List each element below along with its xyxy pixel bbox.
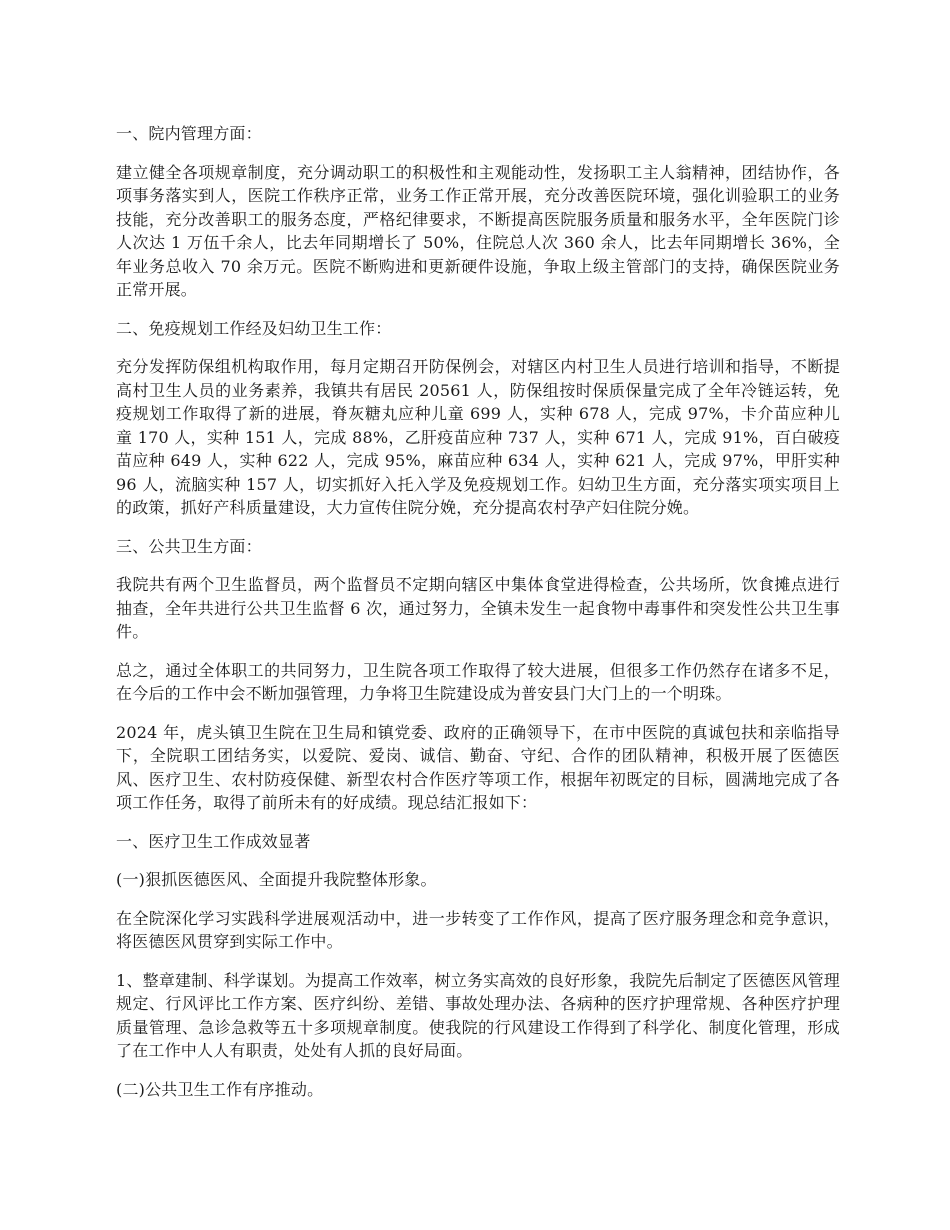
- paragraph-2024-overview: 2024 年，虎头镇卫生院在卫生局和镇党委、政府的正确领导下，在市中医院的真诚包扶和亲临指导下，全院职工团结务实，以爱院、爱岗、诚信、勤奋、守纪、合作的团队精神，积极开展了医德医风、医疗卫生、农村防疫保健、新型农村合作医疗等项工作，根据年初既定的目标，圆满地完成了各项工作任务，取得了前所未有的好成绩。现总结汇报如下：: [116, 722, 840, 812]
- paragraph-ethics-study: 在全院深化学习实践科学进展观活动中，进一步转变了工作作风，提高了医疗服务理念和竞争意识，将医德医风贯穿到实际工作中。: [116, 908, 840, 951]
- paragraph-regulations: 1、整章建制、科学谋划。为提高工作效率，树立务实高效的良好形象，我院先后制定了医德医风管理规定、行风评比工作方案、医疗纠纷、差错、事故处理办法、各病种的医疗护理常规、各种医疗护理质量管理、急诊急救等五十多项规章制度。使我院的行风建设工作得到了科学化、制度化管理，形成了在工作中人人有职责，处处有人抓的良好局面。: [116, 970, 840, 1060]
- subheading-medical-ethics: (一)狠抓医德医风、全面提升我院整体形象。: [116, 870, 437, 889]
- section-heading-immunization: 二、免疫规划工作经及妇幼卫生工作：: [116, 318, 392, 338]
- paragraph-public-health: 我院共有两个卫生监督员，两个监督员不定期向辖区中集体食堂进得检查，公共场所，饮食摊点进行抽查，全年共进行公共卫生监督 6 次，通过努力，全镇未发生一起食物中毒事件和突发性公共卫生事件。: [116, 575, 840, 641]
- paragraph-immunization: 充分发挥防保组机构取作用，每月定期召开防保例会，对辖区内村卫生人员进行培训和指导，不断提高村卫生人员的业务素养，我镇共有居民 20561 人，防保组按时保质保量完成了全年冷链运转，免疫规划工作取得了新的进展，脊灰糖丸应种儿童 699 人，实种 678 人，完成 97%，卡介苗应种儿童 170 人，实种 151 人，完成 88%，乙肝疫苗应种 737 人，实种 671 人，完成 91%，百白破疫苗应种 649 人，实种 622 人，完成 95%，麻苗应种 634 人，实种 621 人，完成 97%，甲肝实种 96 人，流脑实种 157 人，切实抓好入托入学及免疫规划工作。妇幼卫生方面，充分落实项实项目上的政策，抓好产科质量建设，大力宣传住院分娩，充分提高农村孕产妇住院分娩。: [116, 357, 840, 517]
- section-heading-public-health: 三、公共卫生方面：: [116, 536, 262, 556]
- section-heading-medical-results: 一、医疗卫生工作成效显著: [116, 831, 311, 851]
- subheading-public-health-progress: (二)公共卫生工作有序推动。: [116, 1079, 324, 1099]
- paragraph-summary: 总之，通过全体职工的共同努力，卫生院各项工作取得了较大进展，但很多工作仍然存在诸多不足，在今后的工作中会不断加强管理，力争将卫生院建设成为普安县门大门上的一个明珠。: [116, 660, 840, 703]
- section-heading-management: 一、院内管理方面：: [116, 124, 262, 143]
- paragraph-management: 建立健全各项规章制度，充分调动职工的积极性和主观能动性，发扬职工主人翁精神，团结协作，各项事务落实到人，医院工作秩序正常，业务工作正常开展，充分改善医院环境，强化训验职工的业务技能，充分改善职工的服务态度，严格纪律要求，不断提高医院服务质量和服务水平，全年医院门诊人次达 1 万伍千余人，比去年同期增长了 50%，住院总人次 360 余人，比去年同期增长 36%，全年业务总收入 70 余万元。医院不断购进和更新硬件设施，争取上级主管部门的支持，确保医院业务正常开展。: [116, 162, 840, 299]
- document-page: [116, 122, 840, 1116]
